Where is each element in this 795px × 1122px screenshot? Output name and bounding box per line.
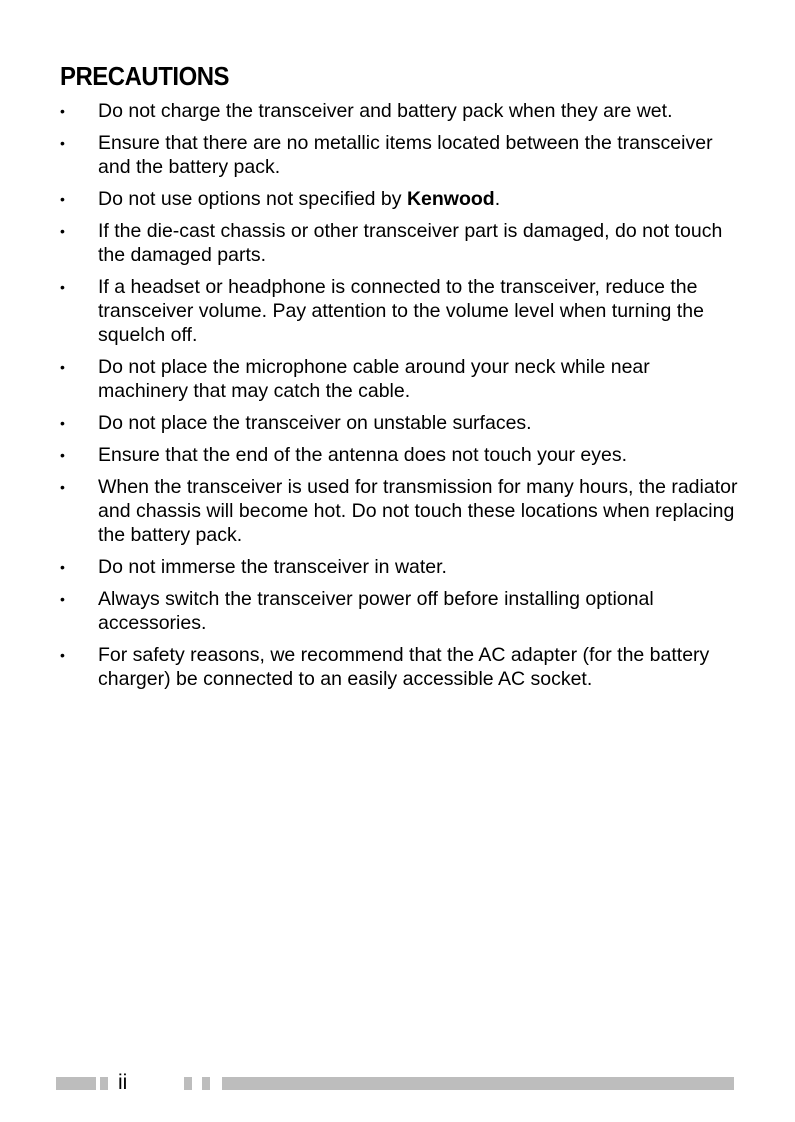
bullet-icon: • bbox=[60, 359, 65, 375]
footer-bar-decoration bbox=[56, 1077, 96, 1090]
list-item bbox=[60, 475, 740, 547]
page-title: PRECAUTIONS bbox=[60, 61, 230, 91]
bullet-icon: • bbox=[60, 591, 65, 607]
footer-bar-decoration bbox=[184, 1077, 192, 1090]
list-item bbox=[60, 187, 740, 211]
list-item-text: If a headset or headphone is connected to the transceiver, reduce the transceiver volume. Pay attention to the volume level when turning the squelch off. bbox=[98, 276, 704, 346]
list-item-text: Do not charge the transceiver and battery pack when they are wet. bbox=[98, 100, 673, 122]
list-item-text: Always switch the transceiver power off before installing optional accessories. bbox=[98, 588, 654, 634]
page-footer bbox=[56, 1070, 736, 1096]
list-item-text bbox=[98, 188, 500, 210]
bullet-icon: • bbox=[60, 135, 65, 151]
page-number: ii bbox=[118, 1071, 128, 1094]
precautions-list bbox=[60, 99, 740, 699]
list-item-text: If the die-cast chassis or other transceiver part is damaged, do not touch the damaged parts. bbox=[98, 220, 723, 266]
list-item bbox=[60, 587, 740, 635]
footer-bar-decoration bbox=[100, 1077, 108, 1090]
brand-name: Kenwood bbox=[406, 188, 495, 210]
list-item bbox=[60, 131, 740, 179]
list-item-text-suffix: . bbox=[494, 188, 501, 210]
list-item-text: For safety reasons, we recommend that the AC adapter (for the battery charger) be connected to an easily accessible AC socket. bbox=[98, 644, 710, 690]
list-item-text: Do not place the microphone cable around your neck while near machinery that may catch the cable. bbox=[98, 356, 650, 402]
list-item bbox=[60, 443, 740, 467]
list-item bbox=[60, 643, 740, 691]
list-item-text: Do not place the transceiver on unstable surfaces. bbox=[98, 412, 532, 434]
bullet-icon: • bbox=[60, 279, 65, 295]
footer-bar-decoration bbox=[222, 1077, 734, 1090]
bullet-icon: • bbox=[60, 447, 65, 463]
list-item bbox=[60, 411, 740, 435]
footer-bar-decoration bbox=[202, 1077, 210, 1090]
list-item-text: Do not immerse the transceiver in water. bbox=[98, 556, 447, 578]
list-item-text: When the transceiver is used for transmission for many hours, the radiator and chassis will become hot. Do not touch these locations when replacing the battery pack. bbox=[98, 476, 738, 546]
list-item bbox=[60, 275, 740, 347]
bullet-icon: • bbox=[60, 223, 65, 239]
bullet-icon: • bbox=[60, 647, 65, 663]
bullet-icon: • bbox=[60, 559, 65, 575]
bullet-icon: • bbox=[60, 415, 65, 431]
list-item-text: Ensure that there are no metallic items located between the transceiver and the battery pack. bbox=[98, 132, 713, 178]
list-item-text-prefix: Do not use options not specified by bbox=[98, 188, 407, 210]
list-item-text: Ensure that the end of the antenna does not touch your eyes. bbox=[98, 444, 628, 466]
list-item bbox=[60, 555, 740, 579]
list-item bbox=[60, 355, 740, 403]
bullet-icon: • bbox=[60, 191, 65, 207]
list-item bbox=[60, 219, 740, 267]
bullet-icon: • bbox=[60, 479, 65, 495]
bullet-icon: • bbox=[60, 103, 65, 119]
list-item bbox=[60, 99, 740, 123]
